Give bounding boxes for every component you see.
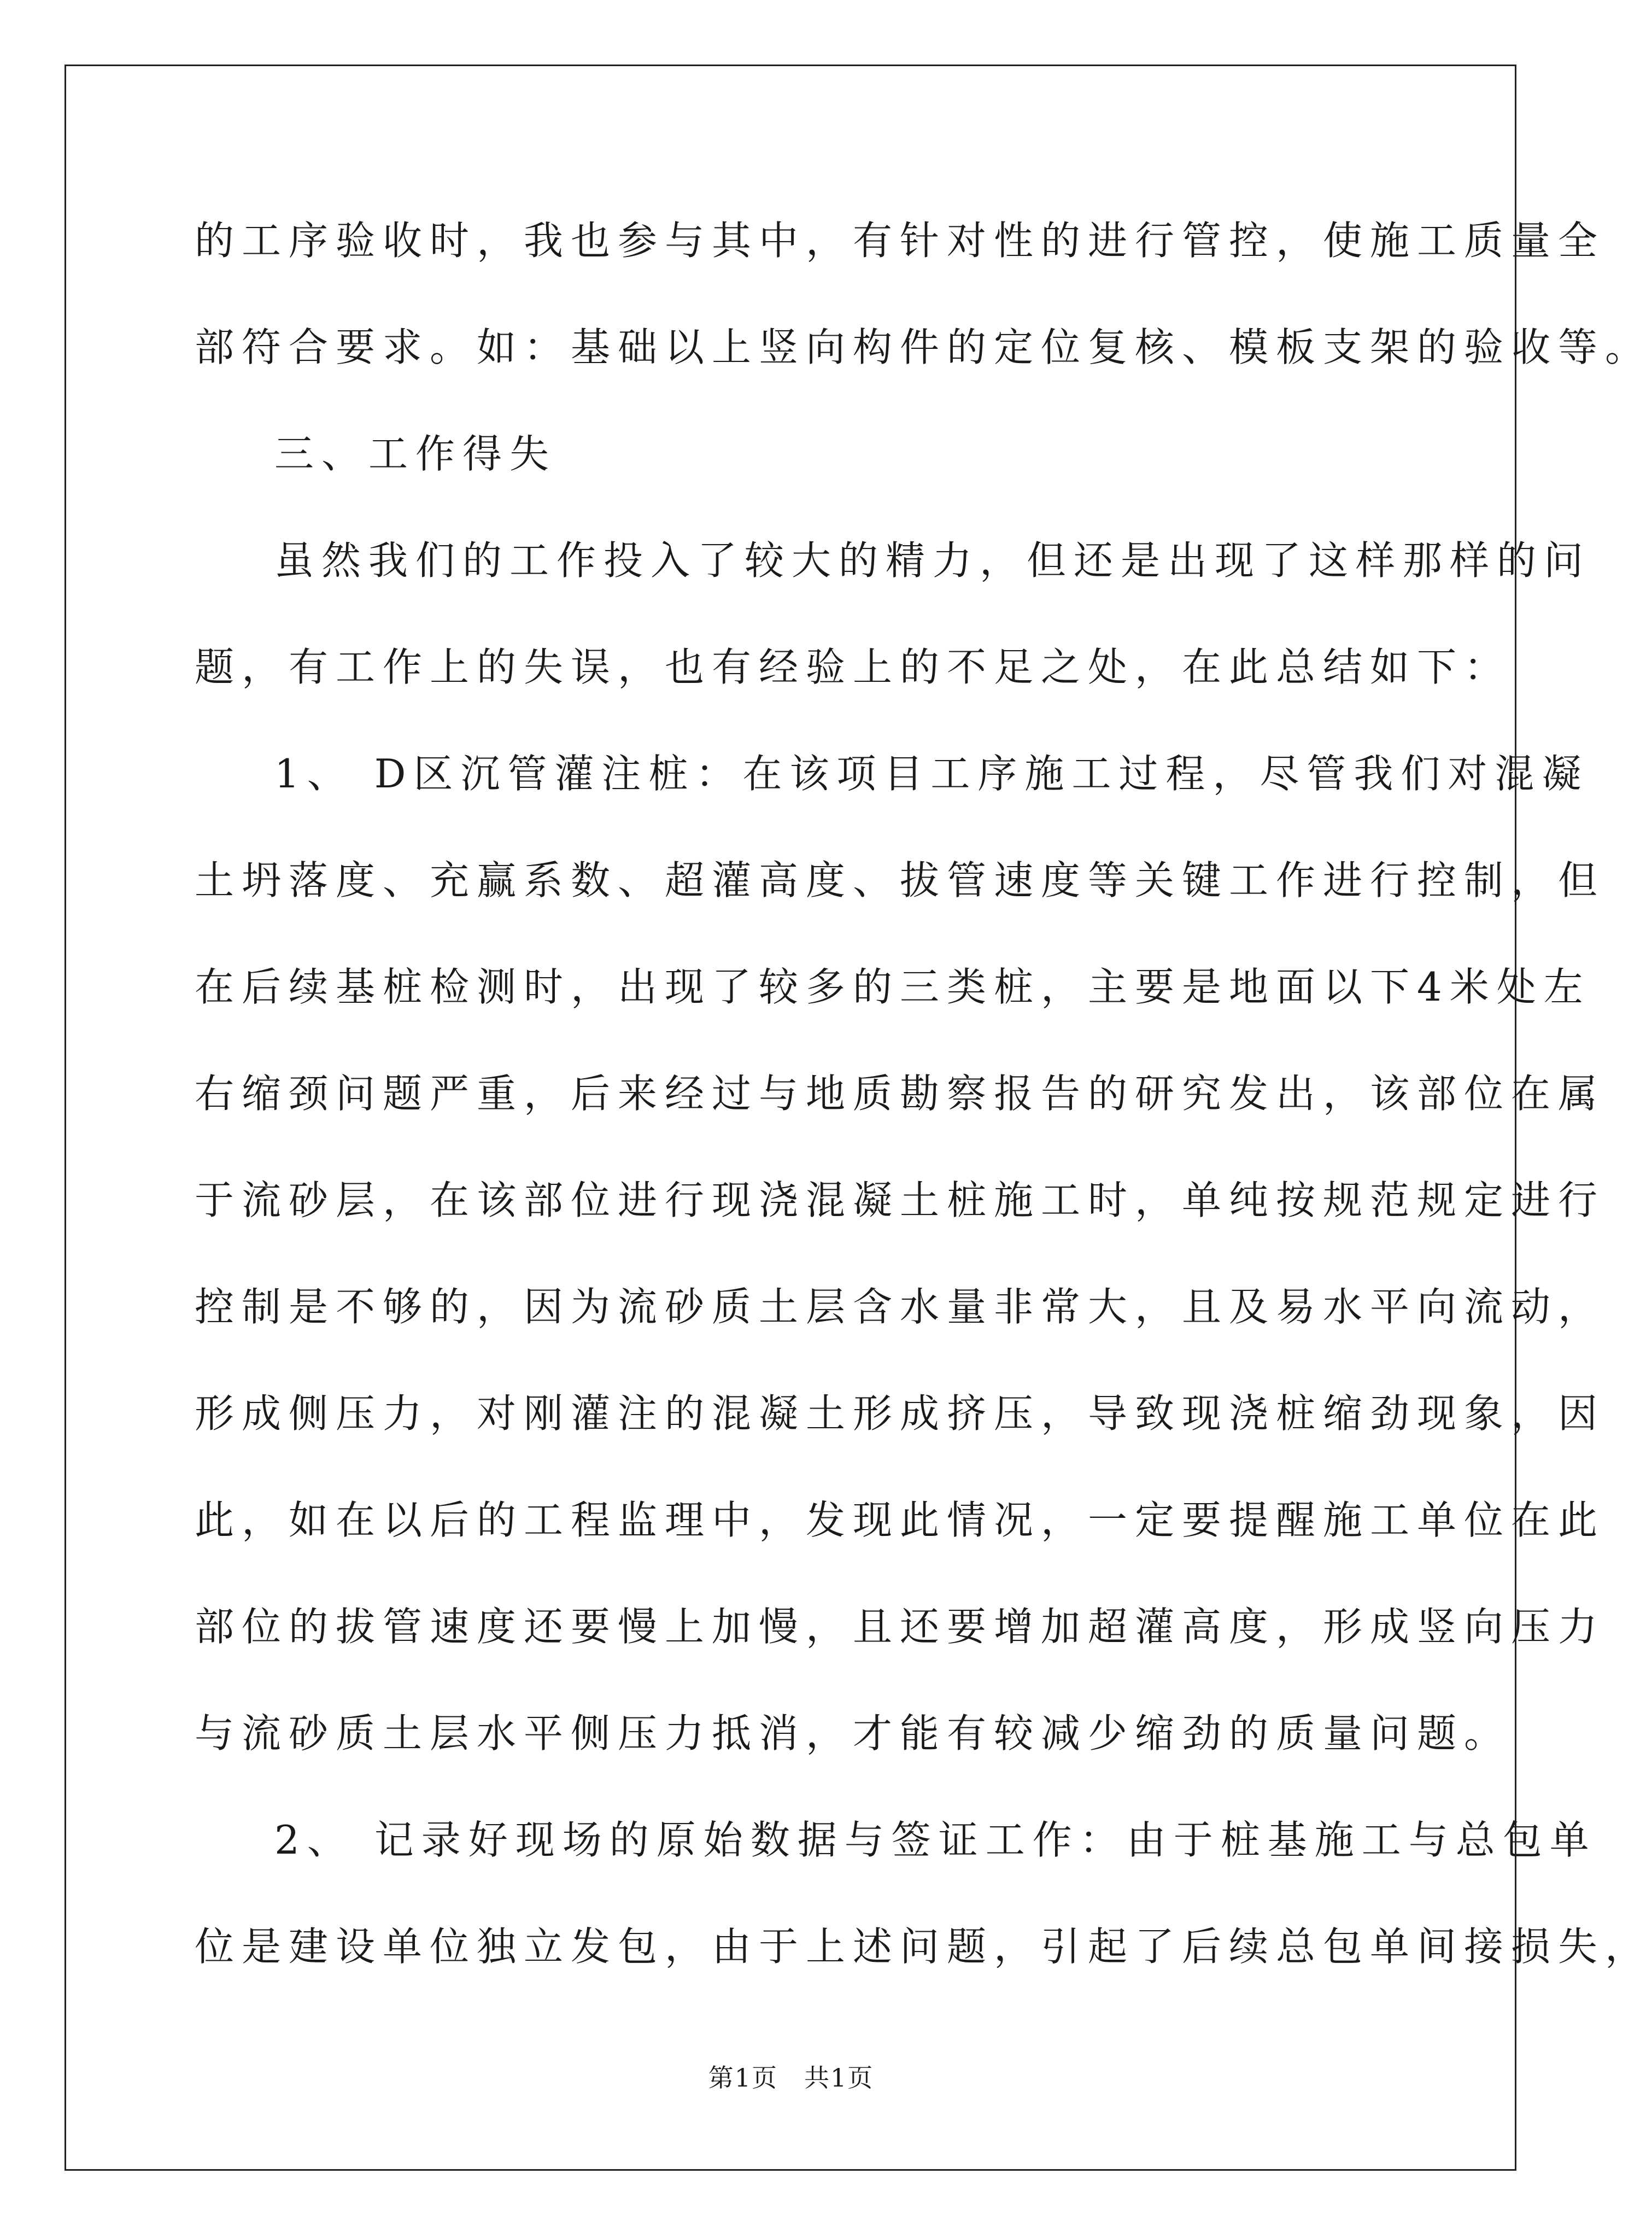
text-line: 此，如在以后的工程监理中，发现此情况，一定要提醒施工单位在此 xyxy=(195,1497,1606,1543)
text-line: 的工序验收时，我也参与其中，有针对性的进行管控，使施工质量全 xyxy=(195,218,1606,264)
text-line: 控制是不够的，因为流砂质土层含水量非常大，且及易水平向流动， xyxy=(195,1284,1606,1330)
text-line: 虽然我们的工作投入了较大的精力，但还是出现了这样那样的问 xyxy=(274,537,1591,583)
page-number: 第1页 共1页 xyxy=(708,2063,874,2093)
text-line: 部符合要求。如：基础以上竖向构件的定位复核、模板支架的验收等。 xyxy=(195,324,1652,370)
list-item-1: 1、 D区沉管灌注桩：在该项目工序施工过程，尽管我们对混凝 xyxy=(274,751,1589,797)
text-line: 右缩颈问题严重，后来经过与地质勘察报告的研究发出，该部位在属 xyxy=(195,1071,1606,1117)
text-line: 与流砂质土层水平侧压力抵消，才能有较减少缩劲的质量问题。 xyxy=(195,1710,1512,1756)
section-heading: 三、工作得失 xyxy=(274,431,557,477)
text-line: 土坍落度、充赢系数、超灌高度、拔管速度等关键工作进行控制，但 xyxy=(195,857,1606,903)
text-line: 部位的拔管速度还要慢上加慢，且还要增加超灌高度，形成竖向压力 xyxy=(195,1604,1606,1650)
list-item-2: 2、 记录好现场的原始数据与签证工作：由于桩基施工与总包单 xyxy=(274,1817,1597,1863)
document-body xyxy=(195,202,1652,2015)
text-line: 于流砂层，在该部位进行现浇混凝土桩施工时，单纯按规范规定进行 xyxy=(195,1177,1606,1223)
text-line: 位是建设单位独立发包，由于上述问题，引起了后续总包单间接损失， xyxy=(195,1924,1652,1970)
text-line: 在后续基桩检测时，出现了较多的三类桩，主要是地面以下4米处左 xyxy=(195,964,1591,1010)
text-line: 题，有工作上的失误，也有经验上的不足之处，在此总结如下： xyxy=(195,644,1512,690)
text-line: 形成侧压力，对刚灌注的混凝土形成挤压，导致现浇桩缩劲现象，因 xyxy=(195,1390,1606,1436)
